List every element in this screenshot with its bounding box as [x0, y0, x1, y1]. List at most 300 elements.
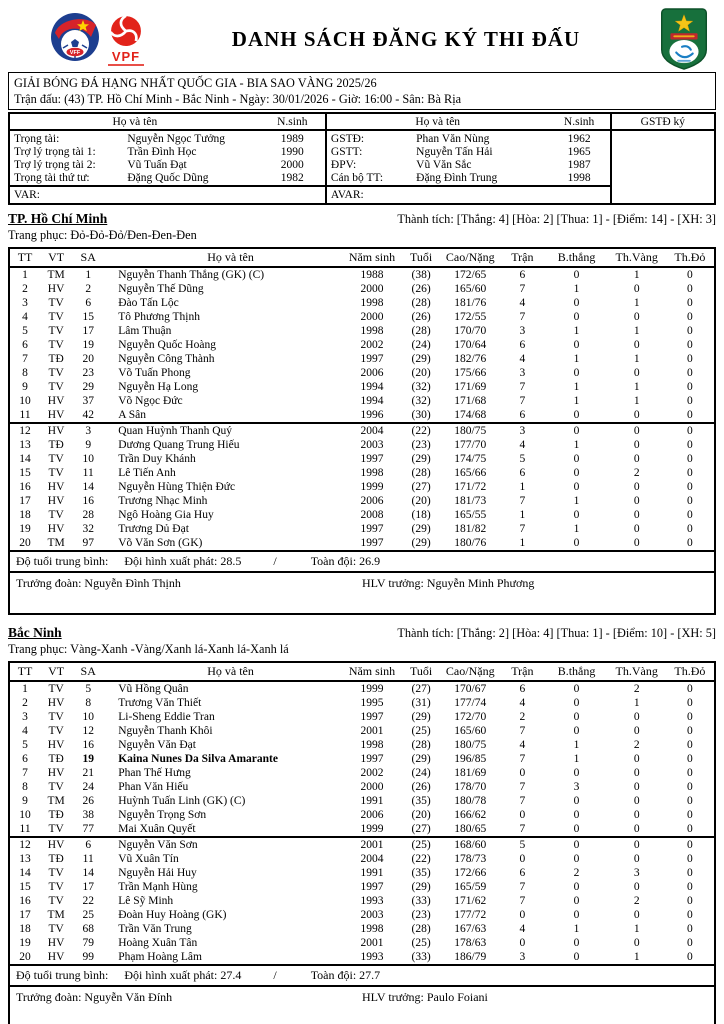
officials-header-row	[9, 113, 715, 130]
player-matches: 7	[519, 523, 526, 535]
player-yc: 1	[633, 923, 640, 935]
player-age: (22)	[401, 423, 441, 438]
player-yc: 1	[633, 297, 640, 309]
vpf-wordmark: VPF	[111, 48, 141, 64]
player-yc: 0	[633, 367, 640, 379]
player-born: 1991	[360, 867, 384, 879]
player-age: (28)	[411, 467, 431, 479]
player-sa: 15	[82, 311, 94, 323]
player-name: Trần Duy Khánh	[118, 453, 196, 465]
svg-text:VFF: VFF	[69, 49, 81, 56]
player-hw: 180/76	[454, 537, 487, 549]
col-header-name: Họ và tên	[104, 663, 343, 681]
player-yc: 0	[633, 523, 640, 535]
player-yc: 0	[633, 795, 640, 807]
player-matches: 6	[519, 867, 526, 879]
player-goals: 0	[573, 725, 580, 737]
officials-born-header: N.sinh	[549, 113, 611, 130]
player-hw: 171/72	[454, 481, 487, 493]
player-name: Đoàn Huy Hoàng (GK)	[118, 909, 227, 921]
player-goals: 1	[573, 283, 580, 295]
player-goals: 3	[573, 781, 580, 793]
player-hw: 174/75	[454, 453, 487, 465]
player-yc: 0	[633, 881, 640, 893]
team-section-home	[8, 211, 716, 615]
player-yc: 0	[633, 495, 640, 507]
player-row	[10, 480, 714, 494]
col-header-matches: Trận	[499, 663, 545, 681]
player-yc: 2	[633, 683, 640, 695]
player-born: 2002	[360, 339, 384, 351]
player-goals: 0	[573, 311, 580, 323]
player-sa: 38	[82, 809, 94, 821]
player-yc: 2	[633, 895, 640, 907]
col-header-yellow: Th.Vàng	[608, 663, 666, 681]
player-yc: 0	[633, 753, 640, 765]
player-vt: HV	[47, 409, 65, 421]
player-born: 1999	[360, 481, 384, 493]
player-name: Trương Văn Thiết	[118, 697, 202, 709]
col-header-yellow: Th.Vàng	[608, 249, 666, 267]
player-matches: 5	[519, 453, 526, 465]
player-goals: 0	[573, 683, 580, 695]
player-sa: 26	[82, 795, 94, 807]
player-matches: 3	[519, 325, 526, 337]
player-born: 1996	[360, 409, 384, 421]
player-yc: 0	[633, 711, 640, 723]
player-tt: 18	[19, 509, 31, 521]
player-row	[10, 452, 714, 466]
player-age: (24)	[411, 339, 431, 351]
player-name: Nguyễn Hải Huy	[118, 867, 197, 879]
player-name: Trần Mạnh Hùng	[118, 881, 198, 893]
player-sa: 6	[85, 297, 92, 309]
player-name: Phạm Hoàng Lâm	[118, 951, 202, 963]
player-hw: 171/69	[454, 381, 487, 393]
officials-sign-header: GSTĐ ký	[611, 113, 715, 130]
avg-age-starting: Đội hình xuất phát: 28.5	[124, 554, 242, 568]
player-age: (29)	[411, 711, 431, 723]
head-coach: HLV trưởng: Paulo Foiani	[362, 990, 488, 1004]
official-name: Phan Văn Nùng	[416, 133, 490, 145]
player-born: 2002	[360, 767, 384, 779]
player-born: 2006	[360, 809, 384, 821]
player-tt: 19	[19, 523, 31, 535]
player-goals: 0	[573, 409, 580, 421]
official-born: 1989	[260, 130, 326, 146]
player-hw: 167/63	[454, 923, 487, 935]
player-hw: 180/75	[454, 739, 487, 751]
player-sa: 16	[82, 739, 94, 751]
col-header-vt: VT	[40, 663, 72, 681]
player-vt: TV	[48, 311, 64, 323]
vff-logo-icon	[50, 12, 100, 67]
player-hw: 165/55	[454, 509, 487, 521]
player-vt: TV	[48, 339, 64, 351]
player-tt: 9	[22, 381, 28, 393]
player-matches: 4	[519, 923, 526, 935]
player-hw: 182/76	[454, 353, 487, 365]
player-born: 2001	[343, 837, 401, 852]
player-yc: 0	[633, 725, 640, 737]
player-rc: 0	[687, 881, 693, 893]
player-vt: HV	[40, 423, 72, 438]
player-name: Li-Sheng Eddie Tran	[118, 711, 215, 723]
player-born: 1994	[360, 381, 384, 393]
player-matches: 2	[519, 711, 526, 723]
player-rc: 0	[666, 837, 714, 852]
players-header-row	[10, 663, 714, 681]
player-tt: 16	[19, 895, 31, 907]
player-sa: 11	[82, 853, 94, 865]
player-row	[10, 536, 714, 550]
player-name: Nguyễn Hạ Long	[118, 381, 199, 393]
head-coach: HLV trưởng: Nguyễn Minh Phương	[362, 576, 535, 590]
average-age-row	[10, 550, 714, 571]
player-matches: 6	[519, 269, 526, 281]
match-info-box	[8, 72, 716, 110]
player-matches: 1	[519, 481, 526, 493]
player-goals: 1	[573, 353, 580, 365]
player-row	[10, 766, 714, 780]
player-vt: HV	[47, 739, 65, 751]
player-vt: HV	[47, 283, 65, 295]
player-hw: 165/60	[454, 725, 487, 737]
player-yc: 0	[608, 423, 666, 438]
player-hw: 172/66	[454, 867, 487, 879]
player-hw: 174/68	[454, 409, 487, 421]
player-rc: 0	[687, 809, 693, 821]
player-born: 2008	[360, 509, 384, 521]
staff-row	[10, 571, 714, 613]
player-age: (18)	[411, 509, 431, 521]
col-header-sa: SA	[72, 663, 104, 681]
player-born: 2006	[360, 367, 384, 379]
player-sa: 17	[82, 881, 94, 893]
player-tt: 5	[22, 739, 28, 751]
player-hw: 181/82	[454, 523, 487, 535]
player-row	[10, 282, 714, 296]
player-goals: 0	[573, 297, 580, 309]
staff-row	[10, 985, 714, 1024]
official-name: Đặng Quốc Dũng	[127, 172, 209, 184]
player-row	[10, 494, 714, 508]
player-rc: 0	[687, 711, 693, 723]
player-tt: 1	[22, 269, 28, 281]
player-born: 2001	[360, 937, 384, 949]
player-vt: HV	[47, 523, 65, 535]
player-yc: 1	[633, 353, 640, 365]
player-hw: 166/62	[454, 809, 487, 821]
player-sa: 25	[82, 909, 94, 921]
player-rc: 0	[687, 509, 693, 521]
player-sa: 21	[82, 767, 94, 779]
player-hw: 171/62	[454, 895, 487, 907]
player-sa: 37	[82, 395, 94, 407]
player-matches: 0	[519, 909, 526, 921]
officials-row	[9, 159, 715, 172]
player-goals: 1	[573, 439, 580, 451]
player-yc: 0	[633, 339, 640, 351]
col-header-hw: Cao/Nặng	[441, 249, 499, 267]
player-sa: 97	[82, 537, 94, 549]
player-rc: 0	[687, 339, 693, 351]
player-hw: 180/75	[441, 423, 499, 438]
player-name: Phan Thế Hưng	[118, 767, 191, 779]
avg-age-starting: Đội hình xuất phát: 27.4	[124, 968, 242, 982]
player-hw: 172/65	[454, 269, 487, 281]
player-vt: TV	[48, 867, 64, 879]
player-tt: 17	[19, 495, 31, 507]
player-tt: 8	[22, 781, 28, 793]
avg-age-label: Độ tuổi trung bình:	[16, 554, 109, 568]
player-row	[10, 752, 714, 766]
player-vt: TV	[48, 725, 64, 737]
player-vt: TĐ	[48, 853, 64, 865]
col-header-goals: B.thắng	[545, 249, 607, 267]
player-tt: 4	[22, 725, 28, 737]
player-yc: 1	[633, 697, 640, 709]
player-row	[10, 267, 714, 282]
player-tt: 12	[10, 837, 40, 852]
signature-cell	[611, 130, 715, 204]
player-tt: 20	[19, 537, 31, 549]
player-born: 1993	[360, 951, 384, 963]
player-tt: 19	[19, 937, 31, 949]
player-row	[10, 438, 714, 452]
player-row	[10, 837, 714, 852]
avg-age-total: Toàn đội: 26.9	[310, 554, 381, 568]
player-yc: 0	[633, 909, 640, 921]
player-yc: 0	[633, 481, 640, 493]
player-vt: TM	[47, 537, 65, 549]
team-manager: Trưởng đoàn: Nguyễn Đình Thịnh	[16, 576, 181, 590]
var-label: VAR:	[9, 186, 326, 204]
player-rc: 0	[687, 481, 693, 493]
player-hw: 165/66	[454, 467, 487, 479]
player-sa: 9	[85, 439, 92, 451]
col-header-hw: Cao/Nặng	[441, 663, 499, 681]
player-yc: 1	[633, 269, 640, 281]
player-rc: 0	[687, 895, 693, 907]
player-rc: 0	[687, 283, 693, 295]
player-matches: 4	[519, 353, 526, 365]
player-matches: 7	[519, 381, 526, 393]
player-born: 2003	[360, 909, 384, 921]
player-rc: 0	[666, 423, 714, 438]
player-name: Nguyễn Văn Sơn	[104, 837, 343, 852]
player-goals: 0	[545, 423, 607, 438]
avg-age-label: Độ tuổi trung bình:	[16, 968, 109, 982]
player-age: (25)	[411, 937, 431, 949]
player-name: Nguyễn Văn Đạt	[118, 739, 196, 751]
player-rc: 0	[687, 867, 693, 879]
player-age: (25)	[411, 725, 431, 737]
player-tt: 10	[19, 395, 31, 407]
player-age: (28)	[411, 739, 431, 751]
player-vt: TM	[47, 909, 65, 921]
player-name: Vũ Xuân Tín	[118, 853, 179, 865]
player-vt: TV	[48, 453, 64, 465]
player-row	[10, 852, 714, 866]
player-tt: 12	[10, 423, 40, 438]
player-sa: 11	[82, 467, 94, 479]
player-born: 1998	[360, 297, 384, 309]
player-yc: 0	[633, 823, 640, 835]
player-vt: TV	[48, 381, 64, 393]
player-goals: 0	[573, 795, 580, 807]
player-rc: 0	[687, 297, 693, 309]
var-row	[9, 186, 715, 204]
player-hw: 165/60	[454, 283, 487, 295]
player-name: Nguyễn Trọng Sơn	[118, 809, 207, 821]
official-born: 1982	[260, 172, 326, 186]
player-rc: 0	[687, 467, 693, 479]
official-role: Trợ lý trọng tài 2:	[14, 159, 96, 171]
player-rc: 0	[687, 697, 693, 709]
player-born: 2003	[360, 439, 384, 451]
player-matches: 1	[519, 537, 526, 549]
team-record: Thành tích: [Thắng: 4] [Hòa: 2] [Thua: 1] - [Điểm: 14] - [XH: 3]	[397, 212, 716, 226]
player-row	[10, 380, 714, 394]
player-tt: 7	[22, 353, 28, 365]
player-age: (35)	[411, 867, 431, 879]
player-age: (27)	[411, 683, 431, 695]
player-goals: 0	[573, 339, 580, 351]
team-kit: Trang phục: Vàng-Xanh -Vàng/Xanh lá-Xanh lá-Xanh lá	[8, 642, 289, 656]
player-tt: 11	[19, 823, 31, 835]
player-tt: 3	[22, 297, 28, 309]
player-age: (25)	[401, 837, 441, 852]
player-name: Trương Nhạc Minh	[118, 495, 208, 507]
col-header-tt: TT	[10, 249, 40, 267]
player-born: 2000	[360, 283, 384, 295]
player-yc: 1	[633, 951, 640, 963]
player-matches: 4	[519, 739, 526, 751]
player-hw: 177/74	[454, 697, 487, 709]
player-tt: 20	[19, 951, 31, 963]
player-vt: HV	[47, 697, 65, 709]
player-hw: 180/65	[454, 823, 487, 835]
player-rc: 0	[687, 381, 693, 393]
player-sa: 5	[85, 683, 92, 695]
player-yc: 0	[633, 439, 640, 451]
players-body	[10, 267, 714, 550]
player-matches: 7	[519, 895, 526, 907]
player-sa: 14	[82, 481, 94, 493]
player-row	[10, 352, 714, 366]
player-hw: 170/64	[454, 339, 487, 351]
player-tt: 13	[19, 439, 31, 451]
avg-age-separator: /	[273, 554, 277, 568]
player-row	[10, 908, 714, 922]
player-vt: TĐ	[48, 353, 64, 365]
player-vt: TV	[48, 881, 64, 893]
player-name: Võ Ngọc Đức	[118, 395, 183, 407]
player-hw: 196/85	[454, 753, 487, 765]
official-name: Nguyễn Tấn Hải	[416, 146, 493, 158]
player-rc: 0	[687, 823, 693, 835]
player-age: (20)	[411, 495, 431, 507]
player-tt: 10	[19, 809, 31, 821]
team-kit: Trang phục: Đỏ-Đỏ-Đỏ/Đen-Đen-Đen	[8, 228, 197, 242]
official-name: Vũ Tuấn Đạt	[127, 159, 187, 171]
player-vt: TV	[48, 467, 64, 479]
player-age: (29)	[411, 523, 431, 535]
player-matches: 3	[519, 951, 526, 963]
player-matches: 6	[519, 339, 526, 351]
players-table	[10, 249, 714, 550]
player-yc: 1	[633, 381, 640, 393]
player-born: 1997	[360, 711, 384, 723]
player-tt: 4	[22, 311, 28, 323]
player-rc: 0	[687, 395, 693, 407]
player-age: (23)	[411, 439, 431, 451]
player-yc: 1	[633, 395, 640, 407]
player-row	[10, 822, 714, 837]
player-matches: 7	[519, 495, 526, 507]
player-name: Dương Quang Trung Hiếu	[118, 439, 240, 451]
player-vt: TM	[47, 269, 65, 281]
player-hw: 168/60	[441, 837, 499, 852]
player-row	[10, 780, 714, 794]
player-tt: 17	[19, 909, 31, 921]
player-age: (29)	[411, 453, 431, 465]
vpf-logo-icon	[106, 13, 146, 66]
player-yc: 0	[633, 767, 640, 779]
player-yc: 0	[633, 409, 640, 421]
player-row	[10, 724, 714, 738]
player-vt: TV	[48, 367, 64, 379]
player-vt: TĐ	[48, 439, 64, 451]
player-born: 1998	[360, 325, 384, 337]
player-vt: HV	[47, 951, 65, 963]
player-tt: 6	[22, 339, 28, 351]
player-rc: 0	[687, 909, 693, 921]
player-row	[10, 408, 714, 423]
player-sa: 42	[82, 409, 94, 421]
player-sa: 10	[82, 711, 94, 723]
player-tt: 18	[19, 923, 31, 935]
player-matches: 7	[519, 283, 526, 295]
player-rc: 0	[687, 311, 693, 323]
player-rc: 0	[687, 795, 693, 807]
avar-label: AVAR:	[326, 186, 611, 204]
player-hw: 181/69	[454, 767, 487, 779]
col-header-vt: VT	[40, 249, 72, 267]
player-vt: TV	[48, 781, 64, 793]
player-age: (29)	[411, 537, 431, 549]
player-matches: 3	[499, 423, 545, 438]
player-matches: 7	[519, 311, 526, 323]
player-row	[10, 394, 714, 408]
player-born: 1988	[360, 269, 384, 281]
player-goals: 2	[573, 867, 580, 879]
player-sa: 1	[85, 269, 92, 281]
player-vt: TV	[48, 895, 64, 907]
player-sa: 19	[82, 339, 94, 351]
player-matches: 7	[519, 395, 526, 407]
player-goals: 1	[573, 381, 580, 393]
official-role: Trọng tài thứ tư:	[14, 172, 90, 184]
player-hw: 181/73	[454, 495, 487, 507]
official-born: 1965	[549, 146, 611, 159]
player-born: 1997	[360, 537, 384, 549]
player-matches: 6	[519, 683, 526, 695]
player-sa: 29	[82, 381, 94, 393]
officials-table	[8, 112, 716, 205]
col-header-born: Năm sinh	[343, 663, 401, 681]
